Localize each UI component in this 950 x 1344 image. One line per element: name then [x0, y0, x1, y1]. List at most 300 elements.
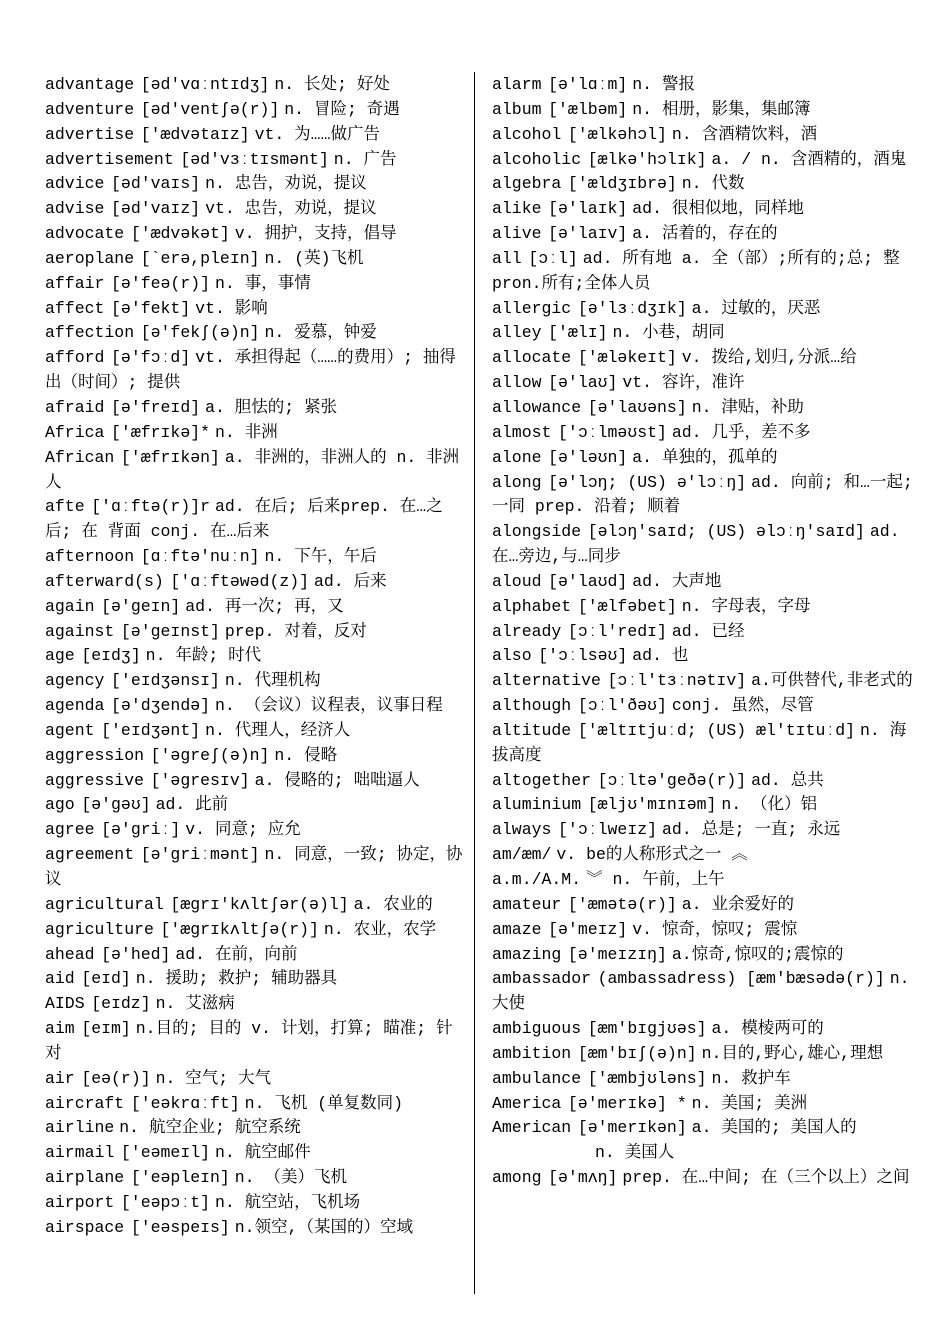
entry-phonetic: [ə'ləʊn]: [548, 447, 628, 467]
entry-definition: n. (英)飞机: [264, 248, 364, 268]
entry-phonetic: ['æfrɪkə]*: [111, 422, 211, 442]
entry-headword: altitude: [492, 720, 572, 740]
entry-definition: vt. 为……做广告: [254, 124, 380, 144]
dictionary-entry: [45, 197, 467, 222]
dictionary-entry: [492, 197, 914, 222]
entry-headword: ahead: [45, 944, 95, 964]
entry-phonetic: [ɔːl'ðəʊ]: [577, 696, 667, 716]
entry-headword: aggression: [45, 745, 145, 765]
dictionary-entry: [45, 396, 467, 421]
dictionary-entry: [45, 1017, 467, 1067]
entry-definition: n. 小巷，胡同: [612, 323, 725, 343]
entry-phonetic: [əd'vaɪs]: [111, 174, 201, 194]
dictionary-entry: [45, 446, 467, 496]
dictionary-entry: [492, 123, 914, 148]
entry-definition: conj. 虽然，尽管: [671, 696, 814, 716]
entry-phonetic: [ə'mʌŋ]: [548, 1168, 618, 1188]
entry-headword: agricultural: [45, 894, 164, 914]
entry-phonetic: [əlɔŋ'saɪd; (US) əlɔːŋ'saɪd]: [587, 522, 865, 542]
dictionary-entry: [492, 793, 914, 818]
entry-headword: alley: [492, 323, 542, 343]
entry-definition: ad. 大声地: [632, 571, 722, 591]
entry-phonetic: [ə'feə(r)]: [111, 273, 211, 293]
dictionary-entry: [492, 346, 914, 371]
entry-headword: agreement: [45, 845, 135, 865]
dictionary-entry: [45, 620, 467, 645]
dictionary-entry: [492, 694, 914, 719]
entry-headword: alcohol: [492, 124, 562, 144]
entry-definition: n. 警报: [632, 75, 695, 94]
entry-definition: n. 艾滋病: [155, 994, 235, 1014]
entry-definition: a. 单独的，孤单的: [632, 447, 778, 467]
entry-definition: a. 业余爱好的: [681, 894, 794, 914]
entry-phonetic: [ə'fekʃ(ə)n]: [140, 323, 260, 343]
entry-definition: n. 侵略: [274, 745, 338, 765]
entry-phonetic: [ə'hed]: [101, 944, 171, 964]
entry-phonetic: [ælkə'hɔlɪk]: [587, 149, 707, 169]
entry-phonetic: ['eəspeɪs]: [130, 1217, 230, 1237]
entry-phonetic: [ə'geɪn]: [101, 596, 181, 616]
entry-phonetic: [`erə,pleɪn]: [140, 248, 260, 268]
entry-definition: ︾ n. 午前，上午: [586, 870, 725, 889]
entry-phonetic: [ə'fekt]: [111, 298, 191, 318]
dictionary-entry: [492, 620, 914, 645]
entry-phonetic: [ə'meɪzɪŋ]: [567, 944, 667, 964]
entry-phonetic: [ə'dʒendə]: [111, 696, 211, 716]
entry-headword: affect: [45, 298, 105, 318]
dictionary-entry: [45, 694, 467, 719]
entry-phonetic: [ə'laʊd]: [548, 571, 628, 591]
entry-headword: AIDS: [45, 994, 85, 1014]
dictionary-entry: [45, 843, 467, 893]
entry-phonetic: [ə'lɜːdʒɪk]: [577, 298, 687, 318]
dictionary-entry: [45, 744, 467, 769]
entry-headword: afford: [45, 348, 105, 368]
entry-headword: agree: [45, 820, 95, 840]
entry-definition: vt. 忠告，劝说，提议: [205, 199, 377, 219]
right-column: [492, 73, 914, 1191]
entry-phonetic: ['ædvəkət]: [130, 224, 230, 244]
entry-headword: along: [492, 472, 542, 492]
dictionary-entry: [492, 1092, 914, 1117]
entry-headword: advertisement: [45, 149, 174, 169]
entry-phonetic: ['eəkrɑːft]: [130, 1093, 240, 1113]
dictionary-entry: [492, 148, 914, 173]
entry-definition: n. 下午，午后: [264, 547, 377, 567]
entry-phonetic: ['ælkəhɔl]: [567, 124, 667, 144]
entry-phonetic: [ə'griː]: [101, 820, 181, 840]
entry-phonetic: ['eɪdʒənsɪ]: [111, 671, 220, 691]
entry-definition: n. （会议）议程表，议事日程: [214, 696, 443, 716]
dictionary-entry: [45, 1191, 467, 1216]
dictionary-entry: [45, 644, 467, 669]
entry-phonetic: [ə'fɔːd]: [111, 348, 191, 368]
entry-phonetic: [æm'bɪgjʊəs]: [587, 1019, 707, 1039]
entry-phonetic: [ægrɪ'kʌltʃər(ə)l]: [170, 894, 349, 914]
entry-definition: ad. 此前: [155, 795, 229, 815]
entry-definition: n. 空气; 大气: [155, 1068, 272, 1088]
dictionary-entry: [45, 421, 467, 446]
entry-phonetic: ['ældʒɪbrə]: [567, 174, 677, 194]
dictionary-entry: [492, 421, 914, 446]
entry-phonetic: ['ælbəm]: [548, 99, 628, 119]
entry-headword: a.m./A.M.: [492, 870, 582, 889]
dictionary-entry: [45, 98, 467, 123]
entry-phonetic: [ə'laɪv]: [548, 224, 628, 244]
entry-phonetic: ['eəpɔːt]: [120, 1192, 211, 1212]
entry-definition: prep. 在…中间; 在（三个以上）之间: [622, 1168, 910, 1188]
entry-definition: n. 飞机 (单复数同): [244, 1093, 404, 1113]
entry-phonetic: [eɪdʒ]: [81, 646, 141, 666]
dictionary-entry: [492, 918, 914, 943]
entry-phonetic: [eɪdz]: [91, 994, 151, 1014]
entry-headword: almost: [492, 422, 552, 442]
dictionary-entry: [45, 1067, 467, 1092]
entry-headword: African: [45, 447, 115, 467]
entry-definition: a. 过敏的，厌恶: [691, 298, 821, 318]
entry-headword: against: [45, 621, 115, 641]
entry-headword: advice: [45, 174, 105, 194]
entry-definition: n. 救护车: [711, 1068, 791, 1088]
entry-phonetic: [eɪd]: [81, 969, 131, 989]
dictionary-entry: [45, 893, 467, 918]
entry-phonetic: [ɔːltə'geðə(r)]: [597, 770, 747, 790]
entry-definition: a. 美国的; 美国人的: [691, 1118, 857, 1138]
entry-definition: prep. 对着，反对: [224, 621, 367, 641]
entry-headword: all: [492, 248, 522, 268]
entry-headword: ambiguous: [492, 1019, 582, 1039]
entry-phonetic: [ɔːl'tɜːnətɪv]: [607, 671, 747, 691]
dictionary-entry: [45, 1141, 467, 1166]
dictionary-entry: [45, 545, 467, 570]
entry-phonetic: [ə'merɪkə] *: [567, 1093, 687, 1113]
entry-headword: ambulance: [492, 1068, 582, 1088]
dictionary-entry: [45, 495, 467, 545]
dictionary-entry: [492, 98, 914, 123]
dictionary-entry: [492, 321, 914, 346]
dictionary-entry: [492, 1116, 914, 1141]
entry-headword: allocate: [492, 348, 572, 368]
dictionary-entry: [492, 868, 914, 893]
entry-headword: advocate: [45, 224, 125, 244]
entry-definition: v. be的人称形式之一 ︽: [556, 845, 748, 865]
dictionary-entry: [45, 992, 467, 1017]
entry-headword: age: [45, 646, 75, 666]
entry-phonetic: [əd'vɑːntɪdʒ]: [140, 75, 270, 94]
dictionary-entry: [492, 967, 914, 1017]
dictionary-entry: [45, 793, 467, 818]
entry-headword: advertise: [45, 124, 135, 144]
entry-headword: agent: [45, 720, 95, 740]
dictionary-entry: [45, 247, 467, 272]
dictionary-entry: [45, 769, 467, 794]
entry-headword: adventure: [45, 99, 135, 119]
dictionary-entry: [45, 1092, 467, 1117]
entry-definition: n.目的,野心,雄心,理想: [701, 1043, 884, 1063]
entry-headword: aim: [45, 1019, 75, 1039]
entry-phonetic: ['æmətə(r)]: [567, 894, 677, 914]
dictionary-entry: [45, 272, 467, 297]
entry-headword: ambassador: [492, 969, 592, 989]
entry-phonetic: [ə'merɪkən]: [577, 1118, 687, 1138]
dictionary-entry: [492, 818, 914, 843]
entry-definition: ad. 总是; 一直; 永远: [661, 820, 841, 840]
entry-phonetic: ['æləkeɪt]: [577, 348, 677, 368]
dictionary-entry: [492, 1166, 914, 1191]
entry-definition: n. 含酒精饮料，酒: [671, 124, 818, 144]
dictionary-entry: [45, 321, 467, 346]
entry-definition: ad. 很相似地，同样地: [632, 199, 804, 219]
dictionary-entry: [492, 943, 914, 968]
entry-headword: alphabet: [492, 596, 572, 616]
entry-headword: airline: [45, 1118, 115, 1138]
entry-definition: n. 航空企业; 航空系统: [119, 1118, 301, 1138]
dictionary-entry: [45, 1216, 467, 1241]
entry-headword: alone: [492, 447, 542, 467]
entry-definition: vt. 容许，准许: [622, 373, 745, 393]
entry-definition: ad. 也: [632, 646, 689, 666]
entry-definition: v. 拥护，支持，倡导: [234, 224, 397, 244]
entry-phonetic: [æm'bɪʃ(ə)n]: [577, 1043, 697, 1063]
entry-headword: aluminium: [492, 795, 582, 815]
dictionary-entry: [492, 893, 914, 918]
dictionary-entry: [492, 644, 914, 669]
dictionary-entry: [492, 1042, 914, 1067]
entry-headword: air: [45, 1068, 75, 1088]
entry-definition: ad. 在后; 后来prep. 在…之后; 在 背面 conj. 在…后来: [45, 497, 443, 542]
entry-phonetic: ['ɑːftəwəd(z)]: [170, 571, 310, 591]
entry-phonetic: ['ɑːftə(r)]r: [91, 497, 211, 517]
entry-headword: altogether: [492, 770, 592, 790]
entry-definition: a. 模棱两可的: [711, 1019, 824, 1039]
dictionary-entry: [492, 396, 914, 421]
entry-definition: a.可供替代,非老式的: [751, 671, 913, 691]
entry-phonetic: [eə(r)]: [81, 1068, 151, 1088]
entry-headword: affair: [45, 273, 105, 293]
entry-headword: allow: [492, 373, 542, 393]
entry-definition: ad. 总共: [751, 770, 824, 790]
entry-headword: again: [45, 596, 95, 616]
entry-definition: n.领空,（某国的）空域: [234, 1217, 413, 1237]
entry-phonetic: ['eɪdʒənt]: [101, 720, 201, 740]
dictionary-entry: [492, 595, 914, 620]
entry-headword: am/æm/: [492, 845, 552, 865]
entry-headword: alongside: [492, 522, 582, 542]
dictionary-entry: [492, 471, 914, 521]
dictionary-entry: [492, 719, 914, 769]
entry-definition: n. 广告: [333, 149, 397, 169]
entry-phonetic: [ɑːftə'nuːn]: [140, 547, 260, 567]
entry-definition: ad. 再一次; 再，又: [185, 596, 344, 616]
entry-phonetic: [ə'lɔŋ; (US) ə'lɔːŋ]: [548, 472, 747, 492]
entry-phonetic: ['ɔːlməʊst]: [558, 422, 667, 442]
entry-headword: amaze: [492, 919, 542, 939]
entry-headword: alcoholic: [492, 149, 582, 169]
entry-headword: aeroplane: [45, 248, 135, 268]
entry-headword: American: [492, 1118, 572, 1138]
dictionary-entry: [492, 222, 914, 247]
dictionary-entry: [45, 943, 467, 968]
entry-headword: aircraft: [45, 1093, 125, 1113]
dictionary-entry: [492, 570, 914, 595]
dictionary-entry: [45, 73, 467, 98]
entry-headword: always: [492, 820, 552, 840]
entry-phonetic: ['ɔːlsəʊ]: [538, 646, 628, 666]
entry-definition: vt. 影响: [195, 298, 268, 318]
entry-headword: airmail: [45, 1143, 115, 1163]
entry-phonetic: ['ædvətaɪz]: [140, 124, 250, 144]
entry-definition: ad.在…旁边,与…同步: [492, 522, 900, 567]
entry-phonetic: ['ægrɪkʌltʃə(r)]: [160, 919, 319, 939]
entry-phonetic: ['əgreʃ(ə)n]: [150, 745, 270, 765]
entry-phonetic: [ə'griːmənt]: [140, 845, 260, 865]
entry-phonetic: ['eəpleɪn]: [130, 1168, 230, 1188]
dictionary-entry: [492, 73, 914, 98]
dictionary-entry: [492, 1067, 914, 1092]
entry-headword: ago: [45, 795, 75, 815]
entry-definition: n. 字母表，字母: [681, 596, 811, 616]
entry-headword: alarm: [492, 75, 542, 94]
entry-headword: alive: [492, 224, 542, 244]
entry-phonetic: [ə'freɪd]: [111, 397, 201, 417]
dictionary-entry: [45, 918, 467, 943]
entry-definition: n. 美国; 美洲: [691, 1093, 808, 1113]
entry-phonetic: [ə'laɪk]: [548, 199, 628, 219]
entry-headword: America: [492, 1093, 562, 1113]
column-divider: [474, 72, 475, 1294]
entry-phonetic: [ə'laʊ]: [548, 373, 618, 393]
entry-headword: aggressive: [45, 770, 145, 790]
entry-phonetic: [ə'gəʊ]: [81, 795, 151, 815]
entry-phonetic: [ɔːl'redɪ]: [567, 621, 667, 641]
dictionary-entry: [45, 570, 467, 595]
entry-headword: amateur: [492, 894, 562, 914]
entry-definition: n.目的; 目的 v. 计划，打算; 瞄准; 针对: [45, 1019, 453, 1063]
dictionary-entry: [492, 446, 914, 471]
entry-definition: n. 年龄; 时代: [145, 646, 262, 666]
entry-definition: v. 惊奇，惊叹; 震惊: [632, 919, 798, 939]
dictionary-entry: [492, 843, 914, 868]
entry-definition: n. 航空站，飞机场: [214, 1192, 361, 1212]
entry-phonetic: [ə'geɪnst]: [120, 621, 220, 641]
entry-definition: a. 侵略的; 咄咄逼人: [254, 770, 420, 790]
entry-headword: alternative: [492, 671, 601, 691]
entry-headword: aloud: [492, 571, 542, 591]
dictionary-entry: [45, 148, 467, 173]
left-column: [45, 73, 467, 1241]
entry-definition: n. （美）飞机: [234, 1168, 347, 1188]
entry-headword: airspace: [45, 1217, 125, 1237]
dictionary-entry: [492, 172, 914, 197]
dictionary-entry: [45, 719, 467, 744]
entry-headword: afte: [45, 497, 85, 517]
entry-headword: agenda: [45, 696, 105, 716]
entry-headword: afterward(s): [45, 571, 164, 591]
entry-continuation: n. 美国人: [595, 1143, 675, 1163]
dictionary-entry: [45, 346, 467, 396]
entry-phonetic: [əd'vaɪz]: [111, 199, 201, 219]
entry-definition: n. 事，事情: [214, 273, 311, 293]
entry-headword: aid: [45, 969, 75, 989]
entry-definition: n. 代理人，经济人: [205, 720, 351, 740]
entry-headword: agency: [45, 671, 105, 691]
dictionary-entry: [45, 123, 467, 148]
entry-definition: a. 活着的，存在的: [632, 224, 778, 244]
entry-headword: among: [492, 1168, 542, 1188]
entry-headword: already: [492, 621, 562, 641]
entry-phonetic: ['eəmeɪl]: [120, 1143, 211, 1163]
entry-headword: album: [492, 99, 542, 119]
entry-definition: ad. 几乎，差不多: [671, 422, 811, 442]
entry-definition: ad. 所有地 a. 全（部）;所有的;总; 整 pron.所有;全体人员: [492, 248, 900, 293]
entry-headword: algebra: [492, 174, 562, 194]
entry-definition: n. （化）铝: [721, 795, 818, 815]
dictionary-entry: [492, 247, 914, 297]
dictionary-entry: [492, 371, 914, 396]
entry-headword: Africa: [45, 422, 105, 442]
entry-definition: a. / n. 含酒精的，酒鬼: [711, 149, 907, 169]
entry-headword: also: [492, 646, 532, 666]
entry-definition: ad. 向前; 和…一起; 一同 prep. 沿着; 顺着: [492, 472, 913, 517]
entry-definition: n. 相册，影集，集邮簿: [632, 99, 811, 119]
dictionary-entry: [45, 967, 467, 992]
dictionary-entry: [45, 669, 467, 694]
entry-definition: a. 农业的: [353, 894, 433, 914]
entry-phonetic: ['æmbjʊləns]: [587, 1068, 707, 1088]
dictionary-entry: [45, 172, 467, 197]
entry-definition: a.惊奇,惊叹的;震惊的: [671, 944, 844, 964]
entry-definition: n. 冒险; 奇遇: [284, 99, 400, 119]
entry-headword: alike: [492, 199, 542, 219]
entry-headword: ambition: [492, 1043, 572, 1063]
entry-definition: n. 津贴，补助: [691, 397, 804, 417]
entry-definition: n. 海拔高度: [492, 720, 907, 765]
dictionary-entry: [45, 1116, 467, 1141]
entry-phonetic: (ambassadress) [æm'bæsədə(r)]: [597, 969, 885, 989]
dictionary-entry: [45, 1166, 467, 1191]
entry-phonetic: ['æfrɪkən]: [120, 447, 220, 467]
entry-phonetic: ['æltɪtjuːd; (US) æl'tɪtuːd]: [577, 720, 856, 740]
dictionary-entry: [45, 595, 467, 620]
dictionary-entry: [492, 520, 914, 570]
entry-definition: ad. 已经: [671, 621, 745, 641]
entry-headword: advantage: [45, 75, 135, 94]
entry-phonetic: [əd'ventʃə(r)]: [140, 99, 280, 119]
entry-headword: although: [492, 696, 572, 716]
entry-phonetic: ['ælfəbet]: [577, 596, 677, 616]
entry-definition: a. 非洲的，非洲人的 n. 非洲人: [45, 447, 460, 492]
entry-definition: n. 爱慕，钟爱: [264, 323, 377, 343]
dictionary-entry: [45, 818, 467, 843]
dictionary-entry: [45, 222, 467, 247]
entry-definition: n. 代理机构: [224, 671, 321, 691]
entry-phonetic: [ə'lɑːm]: [548, 75, 628, 94]
dictionary-entry: [492, 769, 914, 794]
dictionary-entry: [492, 669, 914, 694]
dictionary-entry: [492, 297, 914, 322]
entry-headword: afraid: [45, 397, 105, 417]
entry-phonetic: ['əgresɪv]: [150, 770, 250, 790]
entry-phonetic: ['ælɪ]: [548, 323, 608, 343]
entry-headword: affection: [45, 323, 135, 343]
entry-phonetic: [ə'laʊəns]: [587, 397, 687, 417]
entry-headword: advise: [45, 199, 105, 219]
entry-definition: v. 拨给,划归,分派…给: [681, 348, 857, 368]
entry-headword: amazing: [492, 944, 562, 964]
entry-definition: n. 同意，一致; 协定，协议: [45, 845, 463, 889]
entry-headword: airplane: [45, 1168, 125, 1188]
entry-definition: n. 长处; 好处: [274, 75, 390, 94]
